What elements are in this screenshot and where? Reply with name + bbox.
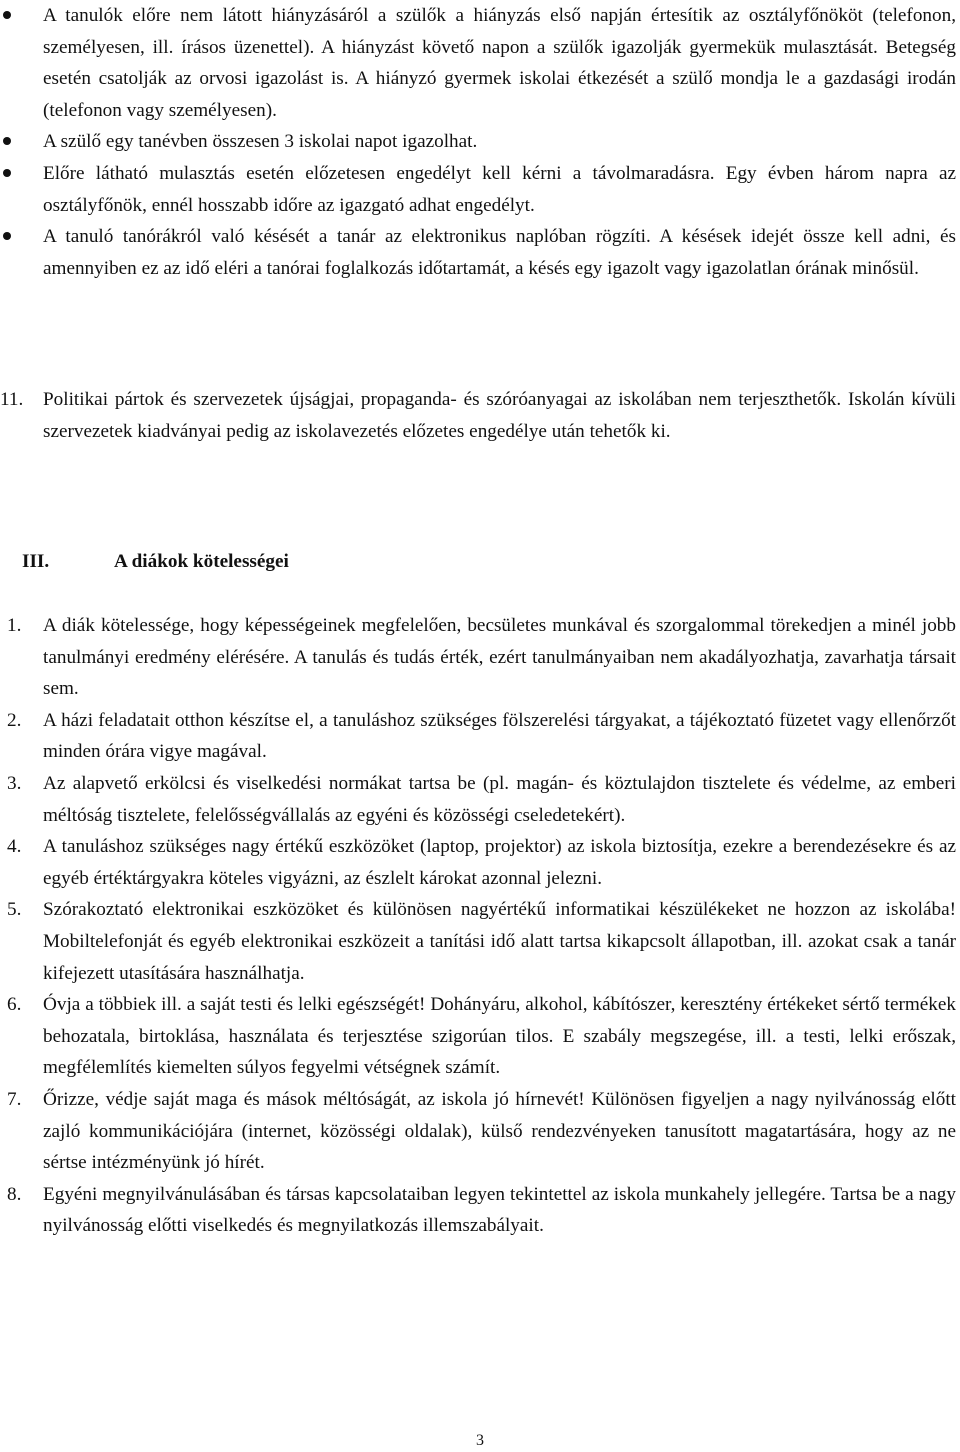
duty-text: A házi feladatait otthon készítse el, a tanuláshoz szükséges fölszerelési tárgyakat, a tájékoztató füzetet vagy ellenőrzőt minden órára vigye magával. — [43, 709, 956, 763]
duty-number: 7. — [7, 1088, 22, 1110]
bullet-text: A tanulók előre nem látott hiányzásáról a szülők a hiányzás első napján értesítik az osztályfőnököt (telefonon, személyesen, ill. írásos üzenettel). A hiányzást követő napon a szülők igazolják gyermekük mulasztását. Betegség esetén csatolják az orvosi igazolást is. A hiányzó gyermek iskolai étkezését a szülő mondja le a gazdasági irodán (telefonon vagy személyesen). — [43, 5, 956, 121]
duty-item — [0, 831, 956, 894]
bullet-icon — [3, 232, 11, 240]
duty-item — [0, 1084, 956, 1179]
section-heading — [22, 546, 289, 578]
duty-text: A diák kötelessége, hogy képességeinek megfelelően, becsületes munkával és szorgalommal törekedjen a minél jobb tanulmányi eredmény elérésére. A tanulás és tudás érték, ezért tanulmányaiban nem akadályozhatja, zavarhatja társait sem. — [43, 615, 956, 700]
duty-item — [0, 894, 956, 989]
duty-text: Szórakoztató elektronikai eszközöket és különösen nagyértékű informatikai készülékeket ne hozzon az iskolába! Mobiltelefonját és egyéb elektronikai eszközeit a tanítási idő alatt tartsa kikapcsolt állapotban, ill. azokat csak a tanár kifejezett utasítására használhatja. — [43, 899, 956, 984]
numbered-item-11 — [0, 384, 956, 447]
bullet-icon — [3, 169, 11, 177]
duty-number: 2. — [7, 709, 22, 731]
duty-text: A tanuláshoz szükséges nagy értékű eszközöket (laptop, projektor) az iskola biztosítja, ezekre a berendezésekre és az egyéb értéktárgyakra köteles vigyázni, az észlelt károkat azonnal jelezni. — [43, 836, 956, 889]
duty-text: Egyéni megnyilvánulásában és társas kapcsolataiban legyen tekintettel az iskola munkahely jellegére. Tartsa be a nagy nyilvánosság előtti viselkedés és megnyilatkozás illemszabályait. — [43, 1183, 956, 1237]
bullet-icon — [3, 137, 11, 145]
duty-number: 1. — [7, 615, 22, 636]
duty-number: 4. — [7, 836, 22, 858]
duty-number: 8. — [7, 1183, 22, 1205]
duty-text: Az alapvető erkölcsi és viselkedési normákat tartsa be (pl. magán- és köztulajdon tisztelete és védelme, az emberi méltóság tisztelete, felelősségvállalás az egyéni és közösségi cseledetekért). — [43, 772, 956, 826]
bullet-text: A tanuló tanórákról való késését a tanár az elektronikus naplóban rögzíti. A késések idejét össze kell adni, és amennyiben ez az idő eléri a tanórai foglalkozás időtartamát, a késés egy igazolt vagy igazolatlan órának minősül. — [43, 226, 956, 279]
bullet-list — [0, 0, 960, 284]
duty-number: 3. — [7, 772, 22, 794]
page-number: 3 — [476, 1432, 484, 1449]
section-number: III. — [22, 551, 50, 572]
duty-text: Óvja a többiek ill. a saját testi és lelki egészségét! Dohányáru, alkohol, kábítószer, keresztény értékeket sértő termékek behozatala, birtoklása, használata és terjesztése szigorúan tilos. E szabály megszegése, ill. a testi, lelki erőszak, megfélemlítés kiemelten súlyos fegyelmi vétségnek számít. — [43, 994, 956, 1079]
bullet-icon — [3, 11, 11, 19]
item-text: Politikai pártok és szervezetek újságjai, propaganda- és szóróanyagai az iskolában nem terjeszthetők. Iskolán kívüli szervezetek kiadványai pedig az iskolavezetés előzetes engedélye után tehetők ki. — [43, 389, 956, 442]
duty-item — [0, 610, 956, 705]
duty-item — [0, 768, 956, 831]
bullet-item-parent-days — [0, 126, 960, 158]
item-number: 11. — [0, 389, 24, 410]
bullet-item-planned-absence — [0, 158, 960, 221]
duty-item — [0, 1179, 956, 1242]
duties-list — [0, 610, 956, 1242]
duty-item — [0, 705, 956, 768]
duty-text: Őrizze, védje saját maga és mások méltóságát, az iskola jó hírnevét! Különösen figyeljen a nagy nyilvánosság előtt zajló kommunikációjára (internet, közösségi oldalak), külső rendezvényeken tanusított magatartására, hogy az ne sértse intézményünk jó hírét. — [43, 1088, 956, 1174]
duty-number: 6. — [7, 994, 22, 1016]
bullet-item-lateness — [0, 221, 960, 284]
bullet-text: A szülő egy tanévben összesen 3 iskolai napot igazolhat. — [43, 131, 478, 153]
section-title: A diákok kötelességei — [114, 551, 289, 572]
bullet-text: Előre látható mulasztás esetén előzetesen engedélyt kell kérni a távolmaradásra. Egy évben három napra az osztályfőnök, ennél hosszabb időre az igazgató adhat engedélyt. — [43, 162, 956, 216]
bullet-item-absence-notification — [0, 0, 960, 126]
duty-number: 5. — [7, 899, 22, 921]
duty-item — [0, 989, 956, 1084]
